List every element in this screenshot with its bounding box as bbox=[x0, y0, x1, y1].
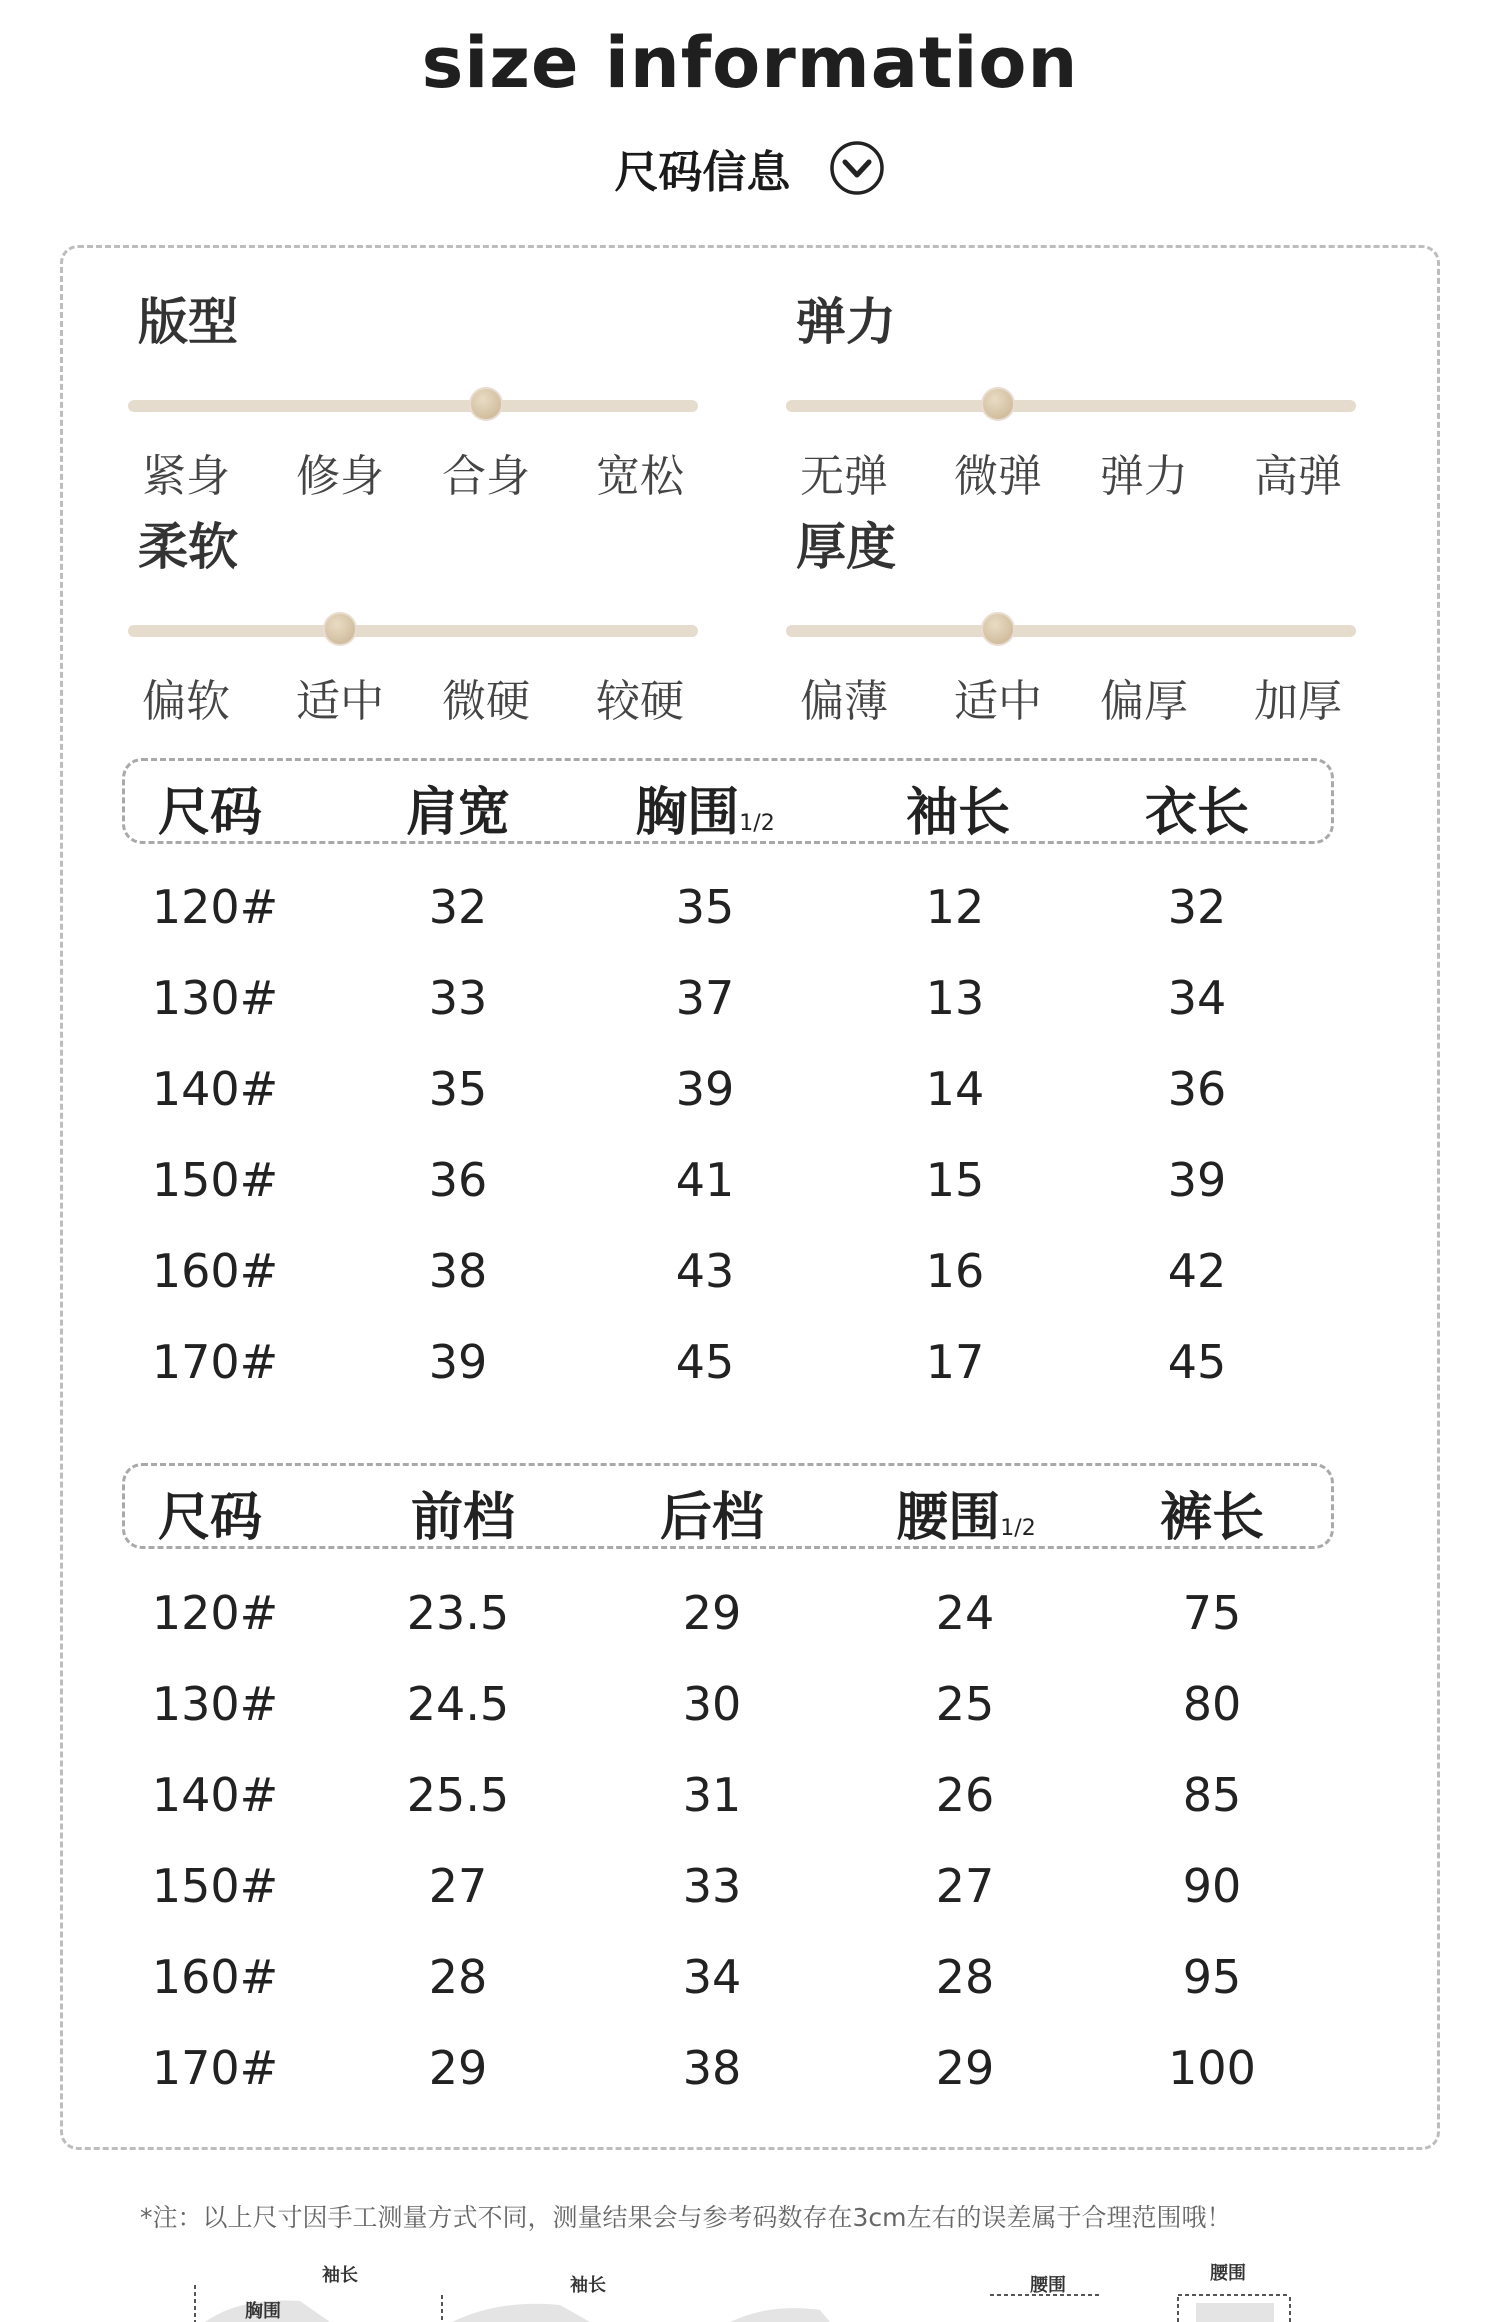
measure-cell: 16 bbox=[925, 1244, 985, 1298]
measure-cell: 33 bbox=[682, 1859, 742, 1913]
table-row bbox=[0, 2041, 1500, 2131]
header-cell: 裤长 bbox=[1159, 1488, 1264, 1548]
header-cell: 尺码 bbox=[157, 1488, 262, 1548]
top-table-header-cells bbox=[0, 758, 1500, 844]
scale-option: 合身 bbox=[442, 451, 530, 502]
measure-cell: 38 bbox=[428, 1244, 488, 1298]
diagram-label: 腰围 bbox=[1030, 2275, 1066, 2296]
measure-cell: 90 bbox=[1182, 1859, 1242, 1913]
header-cell: 衣长 bbox=[1144, 783, 1249, 843]
measure-cell: 45 bbox=[1167, 1335, 1227, 1389]
measure-cell: 28 bbox=[428, 1950, 488, 2004]
scale-track bbox=[786, 400, 1356, 412]
measure-cell: 15 bbox=[925, 1153, 985, 1207]
measure-cell: 34 bbox=[682, 1950, 742, 2004]
header-cell: 袖长 bbox=[905, 783, 1010, 843]
measure-cell: 29 bbox=[428, 2041, 488, 2095]
size-cell: 130# bbox=[151, 971, 279, 1025]
table-row bbox=[0, 1062, 1500, 1152]
size-cell: 150# bbox=[151, 1859, 279, 1913]
measure-cell: 29 bbox=[682, 1586, 742, 1640]
scale-knob bbox=[323, 612, 357, 646]
scale-label: 版型 bbox=[138, 293, 238, 351]
measure-cell: 14 bbox=[925, 1062, 985, 1116]
scale-option: 偏厚 bbox=[1100, 676, 1188, 727]
measure-cell: 33 bbox=[428, 971, 488, 1025]
scale-label: 柔软 bbox=[138, 518, 238, 576]
table-row bbox=[0, 1586, 1500, 1676]
scale-option: 适中 bbox=[954, 676, 1042, 727]
size-cell: 150# bbox=[151, 1153, 279, 1207]
measure-cell: 26 bbox=[935, 1768, 995, 1822]
scale-option: 微硬 bbox=[442, 676, 530, 727]
header-cell: 腰围1/2 bbox=[896, 1488, 1036, 1548]
measure-cell: 24 bbox=[935, 1586, 995, 1640]
measure-cell: 28 bbox=[935, 1950, 995, 2004]
chevron-down-circle-icon bbox=[828, 139, 886, 197]
scale-knob bbox=[469, 387, 503, 421]
table-row bbox=[0, 1335, 1500, 1425]
diagram-label: 袖长 bbox=[322, 2265, 358, 2286]
diagram-label: 袖长 bbox=[570, 2275, 606, 2296]
size-cell: 160# bbox=[151, 1244, 279, 1298]
scale-option: 加厚 bbox=[1254, 676, 1342, 727]
scale-option: 无弹 bbox=[800, 451, 888, 502]
scale-option: 微弹 bbox=[954, 451, 1042, 502]
measure-cell: 32 bbox=[428, 880, 488, 934]
measure-cell: 24.5 bbox=[406, 1677, 510, 1731]
measure-cell: 25 bbox=[935, 1677, 995, 1731]
table-row bbox=[0, 1677, 1500, 1767]
measure-cell: 45 bbox=[675, 1335, 735, 1389]
table-row bbox=[0, 1153, 1500, 1243]
scale-track bbox=[128, 400, 698, 412]
size-cell: 120# bbox=[151, 1586, 279, 1640]
measure-cell: 95 bbox=[1182, 1950, 1242, 2004]
header-cell: 胸围1/2 bbox=[635, 783, 775, 843]
table-row bbox=[0, 1244, 1500, 1334]
size-cell: 170# bbox=[151, 1335, 279, 1389]
size-cell: 140# bbox=[151, 1768, 279, 1822]
size-cell: 120# bbox=[151, 880, 279, 934]
measure-cell: 43 bbox=[675, 1244, 735, 1298]
size-cell: 130# bbox=[151, 1677, 279, 1731]
measure-cell: 38 bbox=[682, 2041, 742, 2095]
subtitle-text: 尺码信息 bbox=[614, 147, 791, 198]
size-cell: 170# bbox=[151, 2041, 279, 2095]
diagram-label: 胸围 bbox=[245, 2301, 281, 2322]
diagram-label: 腰围 bbox=[1210, 2263, 1246, 2284]
measure-cell: 39 bbox=[1167, 1153, 1227, 1207]
measure-cell: 85 bbox=[1182, 1768, 1242, 1822]
measure-cell: 30 bbox=[682, 1677, 742, 1731]
measure-cell: 25.5 bbox=[406, 1768, 510, 1822]
scale-option: 紧身 bbox=[142, 451, 230, 502]
header-cell: 后档 bbox=[659, 1488, 764, 1548]
scale-option: 偏薄 bbox=[800, 676, 888, 727]
measure-cell: 32 bbox=[1167, 880, 1227, 934]
scale-knob bbox=[981, 387, 1015, 421]
measure-cell: 36 bbox=[1167, 1062, 1227, 1116]
measure-cell: 31 bbox=[682, 1768, 742, 1822]
scale-option: 弹力 bbox=[1100, 451, 1188, 502]
size-cell: 160# bbox=[151, 1950, 279, 2004]
measurement-note: *注：以上尺寸因手工测量方式不同，测量结果会与参考码数存在3cm左右的误差属于合理范围哦！ bbox=[140, 2203, 1232, 2232]
measure-cell: 13 bbox=[925, 971, 985, 1025]
scale-option: 适中 bbox=[296, 676, 384, 727]
scale-option: 修身 bbox=[296, 451, 384, 502]
measure-cell: 39 bbox=[675, 1062, 735, 1116]
scale-label: 厚度 bbox=[796, 518, 896, 576]
scale-option: 高弹 bbox=[1254, 451, 1342, 502]
measure-cell: 23.5 bbox=[406, 1586, 510, 1640]
measure-cell: 42 bbox=[1167, 1244, 1227, 1298]
measure-cell: 29 bbox=[935, 2041, 995, 2095]
measure-cell: 75 bbox=[1182, 1586, 1242, 1640]
measure-cell: 35 bbox=[428, 1062, 488, 1116]
scale-knob bbox=[981, 612, 1015, 646]
bottom-table-header-cells bbox=[0, 1463, 1500, 1549]
measurement-diagrams bbox=[0, 2255, 1500, 2322]
table-row bbox=[0, 1768, 1500, 1858]
table-row bbox=[0, 1859, 1500, 1949]
page-title: size information bbox=[421, 22, 1079, 104]
measure-cell: 39 bbox=[428, 1335, 488, 1389]
measure-cell: 12 bbox=[925, 880, 985, 934]
measure-cell: 80 bbox=[1182, 1677, 1242, 1731]
measure-cell: 37 bbox=[675, 971, 735, 1025]
section-subtitle bbox=[0, 136, 1500, 200]
scale-track bbox=[128, 625, 698, 637]
table-row bbox=[0, 1950, 1500, 2040]
scale-option: 较硬 bbox=[596, 676, 684, 727]
header-cell: 肩宽 bbox=[405, 783, 510, 843]
table-row bbox=[0, 971, 1500, 1061]
table-row bbox=[0, 880, 1500, 970]
measure-cell: 100 bbox=[1168, 2041, 1256, 2095]
scale-label: 弹力 bbox=[796, 293, 896, 351]
measure-cell: 35 bbox=[675, 880, 735, 934]
measure-cell: 41 bbox=[675, 1153, 735, 1207]
header-cell: 尺码 bbox=[157, 783, 262, 843]
header-cell: 前档 bbox=[410, 1488, 515, 1548]
scale-option: 偏软 bbox=[142, 676, 230, 727]
measure-cell: 27 bbox=[935, 1859, 995, 1913]
measure-cell: 17 bbox=[925, 1335, 985, 1389]
measure-cell: 34 bbox=[1167, 971, 1227, 1025]
size-cell: 140# bbox=[151, 1062, 279, 1116]
scale-option: 宽松 bbox=[596, 451, 684, 502]
measure-cell: 27 bbox=[428, 1859, 488, 1913]
measure-cell: 36 bbox=[428, 1153, 488, 1207]
scale-track bbox=[786, 625, 1356, 637]
